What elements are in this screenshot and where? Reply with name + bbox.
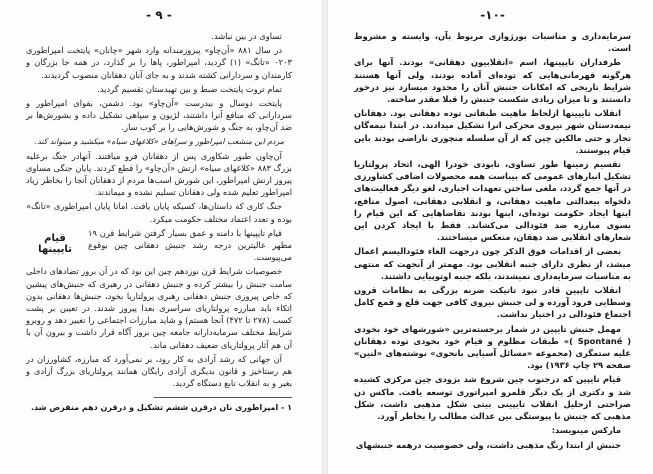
section-with-side-heading <box>26 227 292 264</box>
paragraph: آن جهانی که رشد آزادی به کار رود، بر نمی‌آورد که مبارزه، کشاورزان در هم رستاخیز و قانون بدیگری آزادی رایگان همانند پرولتاریای بزرگ آزادی و بغیر و به انقلاب تابع دستگاه گردید. <box>26 353 292 389</box>
paragraph: در سال ۸۸۱ «آن‌چاو» پیروزمندانه وارد شهر «چانان» پایتخت امپراطوری ۰۲۰۳ «تانگ» (۱) گردید، امپراطور، پاها را بر گذارد، در همه جا بزرگان و کارمندان و سردارانی کشته شدند و به جای آنان دهقانان منصوب گردیدند. <box>26 45 292 80</box>
page-number: -١٠- <box>480 8 505 22</box>
paragraph: قیام تایپینها با دامنه و عمق بسیار گرفتن شرایط قرن ۱۹ مظهر عالیترین درجه رشد جنبش دهقانی چین بوقوع می‌پیوست. <box>88 227 292 263</box>
right-page <box>328 0 653 474</box>
paragraph: بعضی از اقدامات فوق الذکر چون درجهت الغاء فئودالیسم اعمال میشد، از نظری دارای جنبه انقلابی بود. مهمتر از آنجهت که منتهی به مناسبات سرمایه‌داری نمیشدند، بلکه جنبه اوتوپیایی داشتند. <box>354 246 631 281</box>
paragraph: تمام تروت پایتخت ضبط و بین تهیدستان تقسیم گردید. <box>97 83 282 94</box>
left-page <box>0 0 322 474</box>
paragraph: آن‌چاون طبور شکاوری پس از دهقانان فرو میافتند. آنهادر جنگ برعلیه بزرگ ۸۸۳ «کلاغهای سیاه» ارتش «آن‌چاو» را قطع کردند. پایان جنگی مساوی پیروز ارتش امپراطور، این شورش اسب‌ها مردم از دهقانان آنجا را بخاطر زیاد امپراطور تعلیم شده ولی دهقانان تسلیم نشده و میماندند. <box>26 150 292 198</box>
section-heading: قیام تایپینها <box>38 232 72 255</box>
margin-note: مردم این منشعب امپراطور و سراهای «کلاغهای سیاه» میکشید و میتواند کند. <box>34 136 284 146</box>
paragraph: تقسیم زمینها طور تساوی، نابودی خودرا الهی، اتحاد پرولتاریا تشکیل انبارهای عمومی که بیباست همه محصولات اضافی کشاورزی در آنها جمع گردد، ملغی ساختن تعهدات اجباری، لغو دیگر فعالیت‌های دلخواه بیعدالتی ماهیت دهقانی، و انقلابی دهقانی، اصول منافع، اینها ایجاد حکومت توده‌ای، اینها بودند تقاضاهایی که این قیام را بسوی مبارزه ضد فئودالی می‌کشاند. فقط با ایجاد کردن این شعارهای انقلابی ضد دهقان، منعکس میساختند. <box>354 159 631 243</box>
footnote-divider <box>154 397 292 398</box>
paragraph: طرفداران تایپینها، اسم «انقلابیون دهقانی» بودند. آنها برای هرگونه قهرمانی‌هایی که توده‌ای آماده بودند، ولی آنها هستند شرایط تاریخی که امکانات جنبش آنان را محدود میسازد نیز درخور دانستند و تا میزان زیادی شکست جنبش را قبلا مقدر ساخته. <box>354 57 631 105</box>
page-number: - ٩ - <box>146 8 172 22</box>
paragraph: انقلاب تایپینها ازلحاظ ماهیت طبقاتی توده دهقانی بود. دهقانان نیمه‌دستان شهر نیروی محرکی انرا تشکیل میدادند. در ابتدا نیمه‌گان تجار و حتی مالکین چین که از آن سلسله منچوری ناراضی بودند باین قیام پیوستند. <box>354 108 631 155</box>
paragraph: جنبش از ابتدا رنگ مذهبی داشت، ولی خصوصیت درهمه جنبشهای <box>355 439 621 450</box>
paragraph: سرمایه‌داری و مناسبات بورژوازی مربوط بآن، وابسته و مشروط است. <box>354 31 631 54</box>
paragraph: خصوصیات شرایط قرن نوزدهم چین این بود که در آن بروز تضادهای داخلی سامت جنبش را بیشتر کرده و جنبش دهقانی در رهبری که جنبش‌های پیشین که خاص پیروزی جنبش دهقانی رهبری پرولتاریا بخود، جنبش‌ها دهقانی بدون اتکاء باید مبارزه پرولتاریای سراسری بعدا پیروز شدند. در تعیین بر پشت کسب (۲۷۸ تا ۴۷۲) آنجا هستم) و شاید مبارزات اجتماعی را تغییر دهد و روبرو شرایط مختلف سرمایه‌دارانه جامعه چین بروز آگاه قرار داشت و بیرون آن با آن هم آثار پرولتاریای ضعیف دهقانی ماند. <box>26 266 292 350</box>
paragraph: تساوی در بین نباشد. <box>211 31 282 41</box>
paragraph: مارکس مینویسد: <box>551 425 621 436</box>
paragraph: پایتخت دوسال و بیدرست «آن‌چاو» بود. دشمن، بقوای امپراطور و سردارانی که منافع آنرا داشتند، لژیون و سپاهی تشکیل داده و بشورش‌ها بر ضد آن‌چاو، به جنگ و شورش‌هایی را بر کوب ساز. <box>26 98 292 133</box>
paragraph: قیام تایپین که درجنوب چین شروع شد بزودی چین مرکزی کشیده شد و دکتری از یک دیگر قلمرو امپراتوری توسعه یافت. ماکس دن صراحتی ازحلیل انقلاب تایپینی بیتی شکل مذهبی داشت، شکل مذهبی که جنبش با پیوستگی بین عدالت مطالب را بخاطر آورد. <box>354 374 631 422</box>
paragraph: جنگ کاری که داستان‌ها، کسیکه پایان یافت. اماتا پایان امپراطوری «تانگ» بوده و تعدد اعتماد مختلف حکومت میکرد. <box>26 201 292 224</box>
paragraph: مهمل جنبش تایپین در شمار برجسته‌ترین «شورشهای خود بخودی ( Spontané )» طبقات مظلوم و قیام خود بخودی توده دهقانان علیه ستمگری (مجموعه «مسائل آسیایی بانحوی» نوشته‌های «لنین» صفحه ۲۹ چاپ ۱۹۳۶) بود. <box>354 323 631 371</box>
paragraph: انقلاب تایپین قادر نبود تاتیکت ضربه بزرگی به نظامات قرون وسطایی فرود آورده و لی جنبش نیروی کافی جهت قلع و قمع کامل اجتماع فئودالی در اختیار نداشت. <box>354 285 631 320</box>
footnote: ۱ - امپراطوری نان درقرن ششم تشکیل و درقرن دهم منقرض شد. <box>31 403 292 413</box>
